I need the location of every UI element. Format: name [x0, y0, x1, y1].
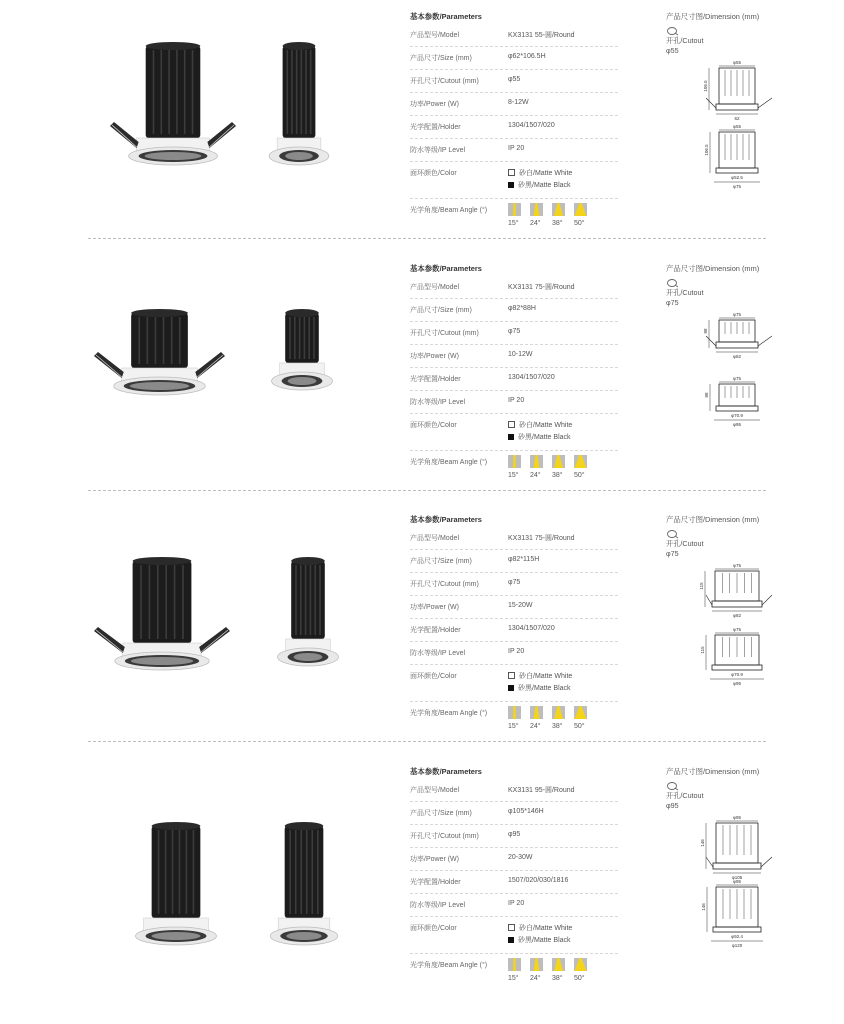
black-swatch-icon — [508, 182, 514, 188]
beam-cone-icon — [508, 203, 521, 216]
dimension-title: 产品尺寸图/Dimension (mm) — [666, 264, 760, 273]
param-value: 1304/1507/020 — [508, 374, 555, 381]
param-value: IP 20 — [508, 145, 525, 152]
param-value: KX3131 95-圆/Round — [508, 787, 575, 794]
beam-angle-label: 15° — [508, 220, 519, 227]
beam-angle-label: 24° — [530, 220, 541, 227]
white-swatch-icon — [508, 169, 515, 176]
beam-cone-icon — [574, 958, 587, 971]
dimension-panel — [666, 262, 826, 438]
beam-angle-row — [410, 702, 618, 750]
product-photo-front — [262, 307, 342, 427]
param-label: 产品型号/Model — [410, 535, 460, 542]
parameters-title: 基本参数/Parameters — [410, 264, 482, 273]
beam-angle-item — [552, 203, 573, 227]
ip-level-row — [410, 391, 618, 414]
param-value: 1304/1507/020 — [508, 625, 555, 632]
beam-cone-icon — [530, 706, 543, 719]
param-label: 开孔尺寸/Cutout (mm) — [410, 330, 479, 337]
cutout-row — [410, 573, 618, 596]
cutout-label: 开孔/Cutout — [666, 288, 704, 297]
beam-cone-icon — [574, 455, 587, 468]
dimension-drawing-side — [700, 813, 826, 880]
cutout-diameter: φ55 — [666, 46, 679, 55]
svg-text:φ95: φ95 — [733, 681, 741, 686]
product-photo-front — [258, 820, 350, 940]
beam-angle-label: 24° — [530, 723, 541, 730]
svg-text:φ75: φ75 — [733, 184, 741, 189]
beam-angle-list — [508, 958, 596, 982]
power-row — [410, 93, 618, 116]
svg-text:106.5: 106.5 — [703, 80, 708, 92]
svg-text:φ70.9: φ70.9 — [731, 672, 743, 677]
model-row — [410, 24, 618, 47]
beam-angle-item — [508, 455, 529, 479]
product-photo-white-trim — [92, 555, 232, 675]
dimension-drawing-side — [704, 58, 826, 122]
beam-angle-item — [574, 203, 595, 227]
section-divider — [88, 741, 766, 742]
size-row — [410, 47, 618, 70]
beam-angle-label: 15° — [508, 975, 519, 982]
svg-text:115: 115 — [700, 646, 705, 654]
dimension-panel — [666, 10, 826, 189]
param-label: 开孔尺寸/Cutout (mm) — [410, 581, 479, 588]
model-row — [410, 276, 618, 299]
beam-angle-item — [552, 455, 573, 479]
beam-cone-icon — [530, 958, 543, 971]
svg-text:146: 146 — [701, 903, 706, 911]
svg-text:88: 88 — [704, 392, 709, 398]
parameters-table — [410, 10, 618, 247]
param-value: 1304/1507/020 — [508, 122, 555, 129]
svg-text:φ52.5: φ52.5 — [731, 175, 743, 180]
power-row — [410, 848, 618, 871]
parameters-table — [410, 765, 618, 1002]
param-label: 光学配置/Holder — [410, 879, 461, 886]
beam-angle-item — [574, 455, 595, 479]
product-photo-front — [260, 40, 338, 160]
dimension-drawing-front — [704, 122, 826, 189]
beam-cone-icon — [574, 706, 587, 719]
beam-cone-icon — [530, 203, 543, 216]
svg-text:88: 88 — [703, 328, 708, 334]
model-row — [410, 779, 618, 802]
beam-angle-label: 50° — [574, 472, 585, 479]
param-value: IP 20 — [508, 648, 525, 655]
svg-text:φ92.4: φ92.4 — [731, 934, 743, 939]
param-value: 20-30W — [508, 854, 533, 861]
white-swatch-icon — [508, 924, 515, 931]
color-black-label: 砂黑/Matte Black — [518, 182, 571, 189]
param-label: 面环颜色/Color — [410, 925, 457, 932]
param-value: 1507/020/030/1816 — [508, 877, 569, 884]
param-label: 产品尺寸/Size (mm) — [410, 558, 472, 565]
section-divider — [88, 490, 766, 491]
param-label: 光学配置/Holder — [410, 376, 461, 383]
dim-top-label: φ95 — [733, 815, 741, 820]
param-label: 功率/Power (W) — [410, 604, 459, 611]
beam-angle-label: 15° — [508, 723, 519, 730]
white-swatch-icon — [508, 421, 515, 428]
beam-angle-row — [410, 199, 618, 247]
param-value: KX3131 55-圆/Round — [508, 32, 575, 39]
param-label: 光学角度/Beam Angle (°) — [410, 207, 488, 214]
color-options — [508, 671, 572, 695]
param-value: φ75 — [508, 579, 521, 586]
color-white-label: 砂白/Matte White — [519, 925, 573, 932]
color-options — [508, 923, 572, 947]
color-row — [410, 665, 618, 702]
beam-angle-row — [410, 451, 618, 499]
beam-cone-icon — [508, 455, 521, 468]
beam-angle-row — [410, 954, 618, 1002]
beam-cone-icon — [552, 706, 565, 719]
size-row — [410, 299, 618, 322]
svg-text:φ70.9: φ70.9 — [731, 413, 743, 418]
svg-text:φ55: φ55 — [733, 124, 741, 129]
param-value: IP 20 — [508, 397, 525, 404]
product-section — [0, 503, 844, 753]
param-value: φ55 — [508, 76, 521, 83]
svg-text:φ75: φ75 — [733, 627, 741, 632]
cutout-icon — [666, 781, 680, 791]
beam-cone-icon — [574, 203, 587, 216]
color-options — [508, 420, 572, 444]
dimension-panel — [666, 513, 826, 689]
cutout-label: 开孔/Cutout — [666, 539, 704, 548]
param-label: 功率/Power (W) — [410, 101, 459, 108]
dimension-drawing-front — [700, 625, 826, 689]
color-white-label: 砂白/Matte White — [519, 673, 573, 680]
param-value: φ62*106.5H — [508, 53, 546, 60]
param-label: 防水等级/IP Level — [410, 902, 466, 909]
dim-top-label: φ75 — [733, 312, 741, 317]
beam-angle-item — [508, 203, 529, 227]
color-black-label: 砂黑/Matte Black — [518, 685, 571, 692]
dimension-title: 产品尺寸图/Dimension (mm) — [666, 12, 760, 21]
param-value: φ105*146H — [508, 808, 544, 815]
beam-angle-label: 24° — [530, 472, 541, 479]
dimension-drawing-side — [699, 561, 826, 625]
svg-text:φ75: φ75 — [733, 376, 741, 381]
black-swatch-icon — [508, 937, 514, 943]
ip-level-row — [410, 642, 618, 665]
black-swatch-icon — [508, 434, 514, 440]
param-label: 产品型号/Model — [410, 284, 460, 291]
color-black-label: 砂黑/Matte Black — [518, 937, 571, 944]
color-row — [410, 917, 618, 954]
beam-angle-label: 50° — [574, 220, 585, 227]
beam-angle-item — [574, 706, 595, 730]
product-section — [0, 0, 844, 250]
parameters-table — [410, 262, 618, 499]
cutout-row — [410, 322, 618, 345]
beam-angle-item — [508, 958, 529, 982]
black-swatch-icon — [508, 685, 514, 691]
beam-angle-item — [530, 706, 551, 730]
beam-cone-icon — [508, 706, 521, 719]
svg-text:106.5: 106.5 — [704, 144, 709, 156]
param-label: 防水等级/IP Level — [410, 147, 466, 154]
parameters-title: 基本参数/Parameters — [410, 12, 482, 21]
power-row — [410, 596, 618, 619]
product-photo-white-trim — [92, 307, 227, 427]
beam-angle-label: 38° — [552, 723, 563, 730]
color-row — [410, 162, 618, 199]
beam-angle-item — [530, 455, 551, 479]
param-value: 15-20W — [508, 602, 533, 609]
param-label: 面环颜色/Color — [410, 170, 457, 177]
param-label: 面环颜色/Color — [410, 673, 457, 680]
dim-top-label: φ55 — [733, 60, 741, 65]
beam-cone-icon — [552, 958, 565, 971]
param-label: 开孔尺寸/Cutout (mm) — [410, 833, 479, 840]
param-label: 产品尺寸/Size (mm) — [410, 307, 472, 314]
param-value: KX3131 75-圆/Round — [508, 535, 575, 542]
param-label: 产品尺寸/Size (mm) — [410, 55, 472, 62]
cutout-icon — [666, 529, 680, 539]
holder-row — [410, 116, 618, 139]
param-value: 8-12W — [508, 99, 529, 106]
product-photo-white-trim — [108, 40, 238, 160]
param-label: 产品尺寸/Size (mm) — [410, 810, 472, 817]
color-options — [508, 168, 572, 192]
color-white-label: 砂白/Matte White — [519, 422, 573, 429]
svg-text:φ120: φ120 — [731, 943, 743, 948]
white-swatch-icon — [508, 672, 515, 679]
beam-angle-label: 24° — [530, 975, 541, 982]
param-label: 光学角度/Beam Angle (°) — [410, 459, 488, 466]
beam-angle-list — [508, 203, 596, 227]
param-label: 光学角度/Beam Angle (°) — [410, 710, 488, 717]
svg-text:62: 62 — [734, 116, 740, 121]
beam-angle-item — [574, 958, 595, 982]
holder-row — [410, 368, 618, 391]
dimension-title: 产品尺寸图/Dimension (mm) — [666, 767, 760, 776]
svg-text:φ105: φ105 — [731, 875, 743, 880]
parameters-table — [410, 513, 618, 750]
param-label: 防水等级/IP Level — [410, 650, 466, 657]
section-divider — [88, 238, 766, 239]
param-value: KX3131 75-圆/Round — [508, 284, 575, 291]
param-label: 光学配置/Holder — [410, 124, 461, 131]
parameters-title: 基本参数/Parameters — [410, 767, 482, 776]
color-row — [410, 414, 618, 451]
param-label: 产品型号/Model — [410, 32, 460, 39]
beam-angle-item — [508, 706, 529, 730]
param-label: 光学角度/Beam Angle (°) — [410, 962, 488, 969]
product-photo-white-trim — [118, 820, 234, 940]
param-label: 功率/Power (W) — [410, 353, 459, 360]
model-row — [410, 527, 618, 550]
param-label: 面环颜色/Color — [410, 422, 457, 429]
product-photo-front — [268, 555, 348, 675]
beam-angle-label: 38° — [552, 472, 563, 479]
beam-angle-item — [552, 958, 573, 982]
cutout-diameter: φ75 — [666, 549, 679, 558]
beam-angle-label: 38° — [552, 220, 563, 227]
dimension-panel — [666, 765, 826, 948]
beam-angle-list — [508, 706, 596, 730]
beam-angle-label: 50° — [574, 723, 585, 730]
dimension-drawing-front — [701, 877, 826, 948]
holder-row — [410, 871, 618, 894]
svg-text:146: 146 — [700, 839, 705, 847]
power-row — [410, 345, 618, 368]
svg-text:φ95: φ95 — [733, 879, 741, 884]
param-label: 防水等级/IP Level — [410, 399, 466, 406]
beam-angle-item — [530, 203, 551, 227]
color-black-label: 砂黑/Matte Black — [518, 434, 571, 441]
ip-level-row — [410, 894, 618, 917]
product-section — [0, 755, 844, 1005]
dimension-title: 产品尺寸图/Dimension (mm) — [666, 515, 760, 524]
svg-text:φ95: φ95 — [733, 422, 741, 427]
param-value: φ95 — [508, 831, 521, 838]
color-white-label: 砂白/Matte White — [519, 170, 573, 177]
beam-cone-icon — [552, 203, 565, 216]
cutout-diameter: φ95 — [666, 801, 679, 810]
beam-cone-icon — [552, 455, 565, 468]
svg-text:φ82: φ82 — [733, 613, 741, 618]
dimension-drawing-side — [704, 310, 826, 374]
parameters-title: 基本参数/Parameters — [410, 515, 482, 524]
size-row — [410, 802, 618, 825]
cutout-row — [410, 825, 618, 848]
cutout-label: 开孔/Cutout — [666, 36, 704, 45]
param-label: 开孔尺寸/Cutout (mm) — [410, 78, 479, 85]
holder-row — [410, 619, 618, 642]
cutout-row — [410, 70, 618, 93]
ip-level-row — [410, 139, 618, 162]
cutout-icon — [666, 26, 680, 36]
svg-text:115: 115 — [699, 582, 704, 590]
param-value: φ82*115H — [508, 556, 540, 563]
param-label: 光学配置/Holder — [410, 627, 461, 634]
dimension-drawing-front — [704, 374, 826, 438]
beam-angle-label: 15° — [508, 472, 519, 479]
param-label: 功率/Power (W) — [410, 856, 459, 863]
size-row — [410, 550, 618, 573]
param-label: 产品型号/Model — [410, 787, 460, 794]
param-value: 10-12W — [508, 351, 533, 358]
cutout-label: 开孔/Cutout — [666, 791, 704, 800]
cutout-icon — [666, 278, 680, 288]
dim-top-label: φ75 — [733, 563, 741, 568]
svg-text:φ82: φ82 — [733, 354, 741, 359]
beam-cone-icon — [530, 455, 543, 468]
beam-angle-item — [530, 958, 551, 982]
param-value: φ75 — [508, 328, 521, 335]
cutout-diameter: φ75 — [666, 298, 679, 307]
product-section — [0, 252, 844, 502]
param-value: φ82*88H — [508, 305, 536, 312]
beam-angle-label: 38° — [552, 975, 563, 982]
param-value: IP 20 — [508, 900, 525, 907]
beam-angle-list — [508, 455, 596, 479]
beam-angle-label: 50° — [574, 975, 585, 982]
beam-cone-icon — [508, 958, 521, 971]
beam-angle-item — [552, 706, 573, 730]
